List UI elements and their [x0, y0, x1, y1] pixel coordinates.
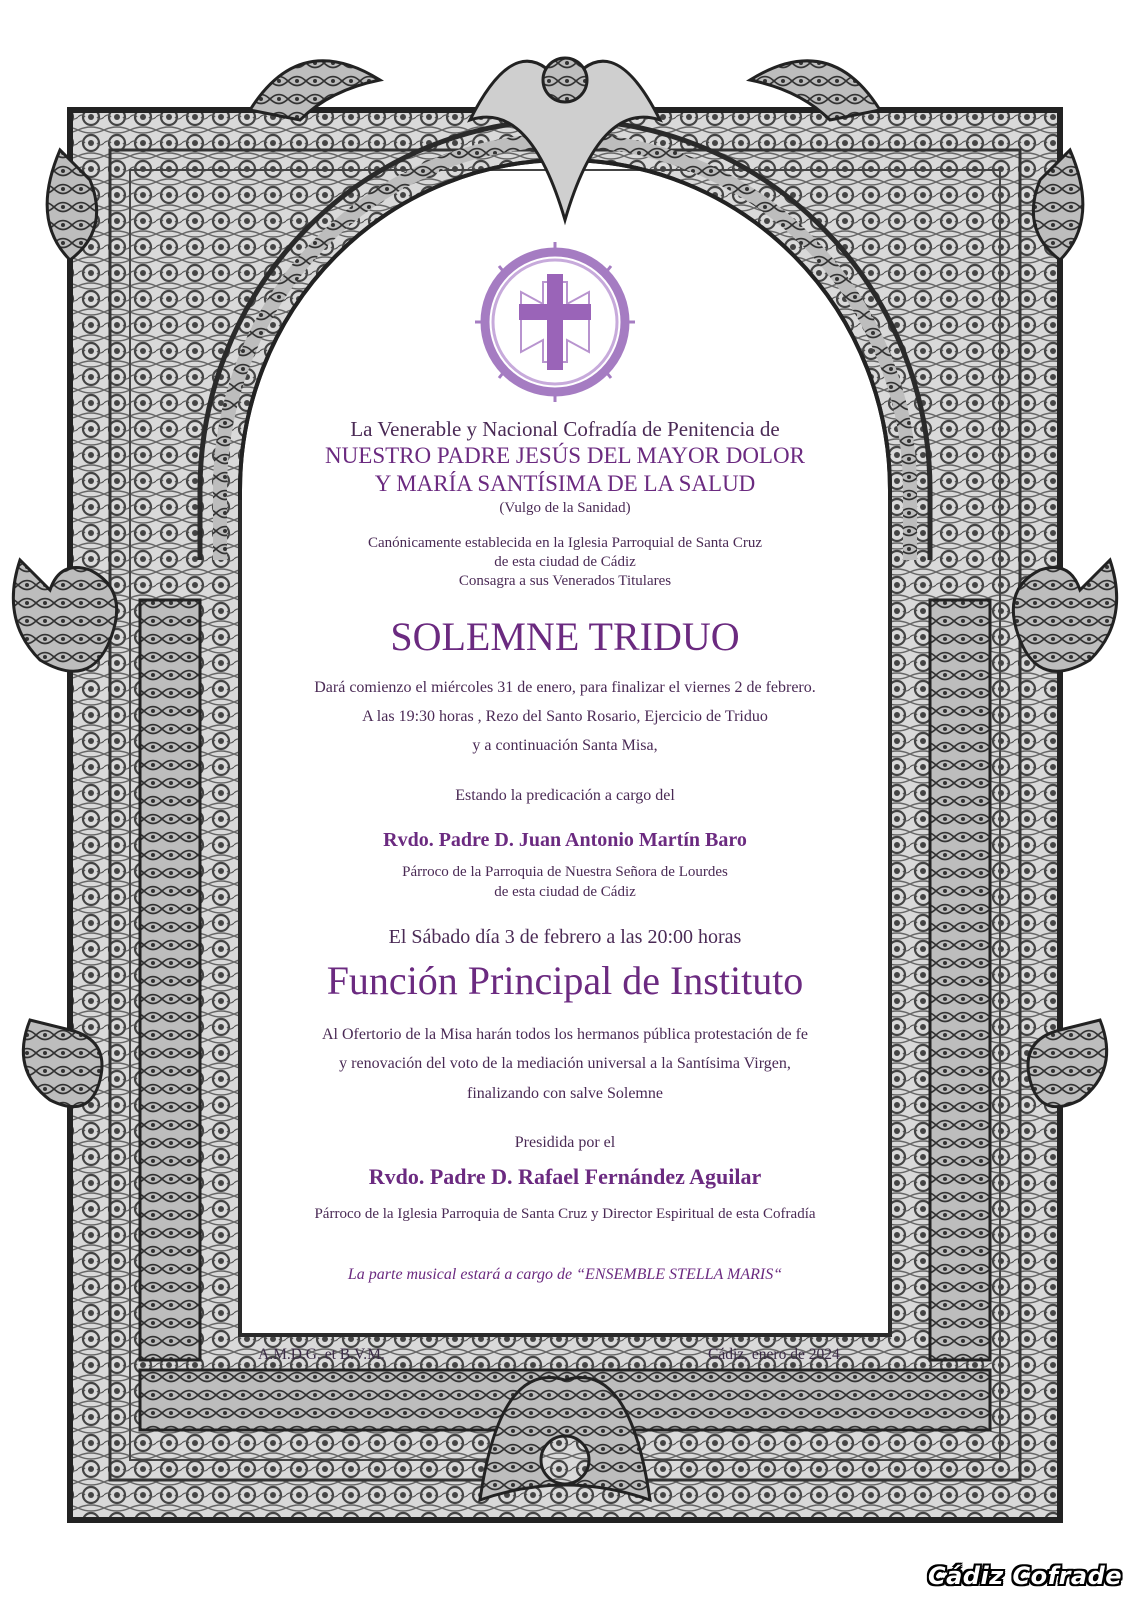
confraternity-intro: La Venerable y Nacional Cofradía de Penitencia de [350, 417, 780, 441]
funcion-text-line3: finalizando con salve Solemne [467, 1085, 663, 1102]
preacher-role-line1: Párroco de la Parroquia de Nuestra Señora de Lourdes [402, 864, 728, 880]
funcion-title: Función Principal de Instituto [326, 958, 804, 1003]
presider-role: Párroco de la Iglesia Parroquia de Santa Cruz y Director Espiritual de esta Cofradía [314, 1206, 816, 1222]
canonical-line2: de esta ciudad de Cádiz [494, 554, 636, 570]
triduo-dates: Dará comienzo el miércoles 31 de enero, para finalizar el viernes 2 de febrero. [314, 679, 816, 696]
left-pilaster [140, 600, 200, 1360]
triduo-title: SOLEMNE TRIDUO [390, 614, 740, 659]
funcion-date: El Sábado día 3 de febrero a las 20:00 horas [388, 926, 742, 948]
titular-name-maria: Y MARÍA SANTÍSIMA DE LA SALUD [374, 471, 756, 496]
funcion-text-line2: y renovación del voto de la mediación universal a la Santísima Virgen, [339, 1055, 791, 1072]
vulgo-note: (Vulgo de la Sanidad) [499, 500, 631, 516]
music-note: La parte musical estará a cargo de “ENSEMBLE STELLA MARIS“ [347, 1266, 783, 1283]
preacher-name: Rvdo. Padre D. Juan Antonio Martín Baro [383, 829, 747, 851]
crown-of-thorns-cross-icon [475, 242, 635, 402]
frame-outer-band [70, 110, 1060, 1520]
triduo-schedule: A las 19:30 horas , Rezo del Santo Rosario, Ejercicio de Triduo [362, 708, 768, 725]
footer-amdg: A.M.D.G. et B.V.M. [258, 1346, 385, 1363]
footer-place-date: Cádiz, enero de 2024 [708, 1346, 840, 1363]
right-pilaster [930, 600, 990, 1360]
presided-label: Presidida por el [514, 1134, 616, 1151]
canonical-line1: Canónicamente establecida en la Iglesia Parroquial de Santa Cruz [367, 535, 762, 551]
preaching-label: Estando la predicación a cargo del [455, 787, 675, 804]
canonical-line3: Consagra a sus Venerados Titulares [458, 573, 672, 589]
titular-name-jesus: NUESTRO PADRE JESÚS DEL MAYOR DOLOR [325, 443, 805, 468]
preacher-role-line2: de esta ciudad de Cádiz [494, 884, 636, 900]
presider-name: Rvdo. Padre D. Rafael Fernández Aguilar [368, 1164, 762, 1189]
watermark-cadiz-cofrade: Cádiz Cofrade [928, 1562, 1123, 1590]
funcion-text-line1: Al Ofertorio de la Misa harán todos los hermanos pública protestación de fe [321, 1026, 809, 1043]
triduo-mass: y a continuación Santa Misa, [472, 737, 658, 754]
